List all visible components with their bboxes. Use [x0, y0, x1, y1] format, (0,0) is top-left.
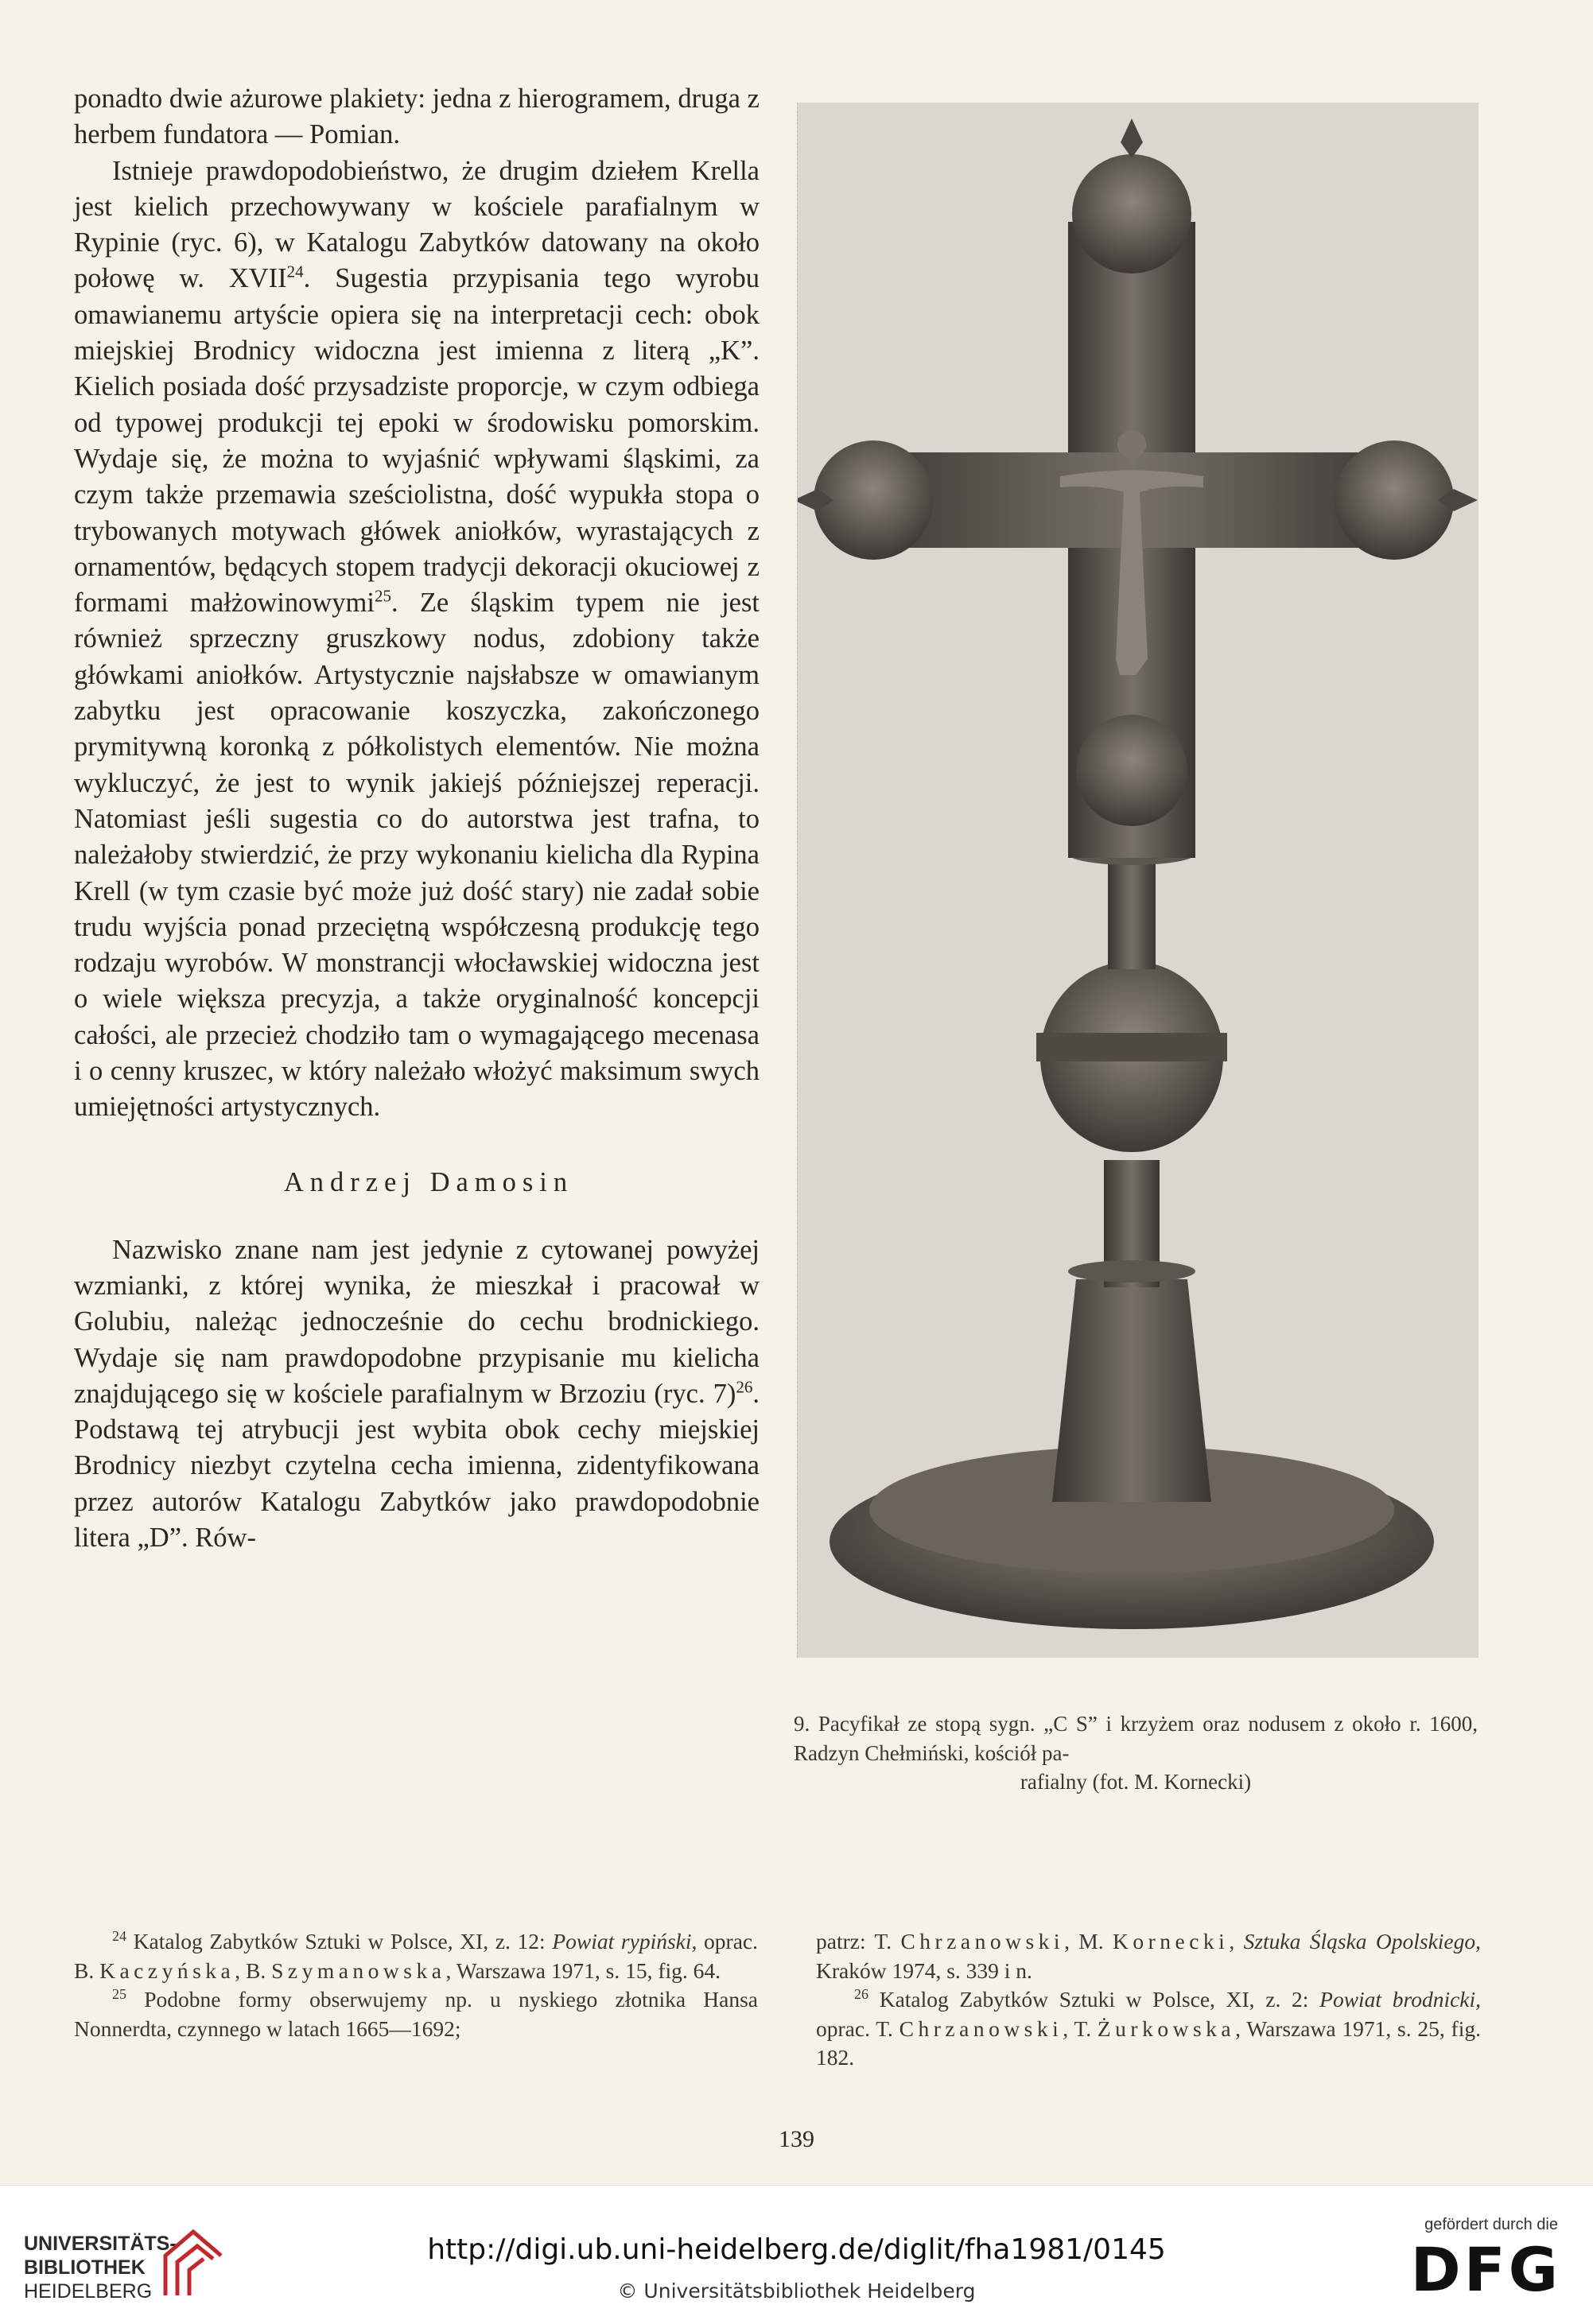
text-run: Sztuka Śląska Opolskiego,	[1243, 1929, 1481, 1953]
footnotes-left	[74, 1927, 758, 2043]
text-run: . Sugestia przypisania tego wyrobu omawianemu artyście opiera się na interpretacji cech: obok miejskiej Brodnicy widoczna jest imienna z literą „K”. Kielich posiada dość przysadziste proporcje, w czym odbiega od typowej produkcji tej epoki w środowisku pomorskim. Wydaje się, że można to wyjaśnić wpływami śląskimi, za czym także przemawia sześciolistna, dość wypukła stopa o trybowanych motywach główek aniołków, wyrastających z ornamentów, będących stopem tradycji dekoracji okuciowej z formami małżowinowymi	[74, 263, 760, 619]
crucifix-photograph	[797, 103, 1478, 1658]
text-run: Powiat brodnicki,	[1319, 1987, 1482, 2012]
author-name: Szymanowska	[271, 1957, 446, 1983]
paragraph-intro: ponadto dwie ażurowe plakiety: jedna z hierogramem, druga z herbem fundatora — Pomian.	[74, 83, 760, 150]
paragraph-krell	[74, 153, 760, 1126]
caption-text: 9. Pacyfikał ze stopą sygn. „C S” i krzyżem oraz nodusem z około r. 1600, Radzyn Chełmiński, kościół pa-	[794, 1712, 1478, 1765]
footnote-26	[816, 1985, 1481, 2073]
section-heading-author: Andrzej Damosin	[283, 1166, 574, 1197]
text-run: Podobne formy obserwujemy np. u nyskiego złotnika Hansa Nonnerdta, czynnego w latach 1665—1692;	[74, 1987, 759, 2041]
dfg-logo[interactable]: DFG	[1410, 2234, 1561, 2305]
page-number: 139	[779, 2126, 814, 2152]
text-run: , B.	[235, 1957, 272, 1983]
author-name: Kaczyńska	[99, 1957, 235, 1983]
footnotes-right	[816, 1927, 1481, 2073]
logo-line: HEIDELBERG	[24, 2280, 153, 2303]
sponsor-note: gefördert durch die	[1424, 2216, 1558, 2233]
permalink-url[interactable]: http://digi.ub.uni-heidelberg.de/diglit/fha1981/0145	[427, 2233, 1166, 2266]
text-run: ,	[1229, 1929, 1244, 1953]
paragraph-damosin	[74, 1232, 760, 1557]
text-run: Kraków 1974, s. 339 i n.	[816, 1957, 1032, 1983]
text-run: Katalog Zabytków Sztuki w Polsce, XI, z. 2:	[879, 1987, 1320, 2012]
main-text-column	[74, 81, 760, 1556]
text-run: , Warszawa 1971, s. 15, fig. 64.	[445, 1957, 721, 1983]
text-run: Istnieje prawdopodobieństwo, że drugim dziełem Krella jest kielich przechowywany w kościele parafialnym w Rypinie (ryc. 6), w Katalogu Zabytków datowany na około połowę w. XVII	[74, 155, 760, 294]
footnote-ref-25[interactable]: 25	[374, 586, 391, 606]
author-name: Chrzanowski	[899, 2016, 1063, 2041]
footnote-ref-24[interactable]: 24	[286, 262, 304, 281]
footnote-number: 25	[112, 1985, 126, 2002]
text-run: . Podstawą tej atrybucji jest wybita obok cechy miejskiej Brodnicy niezbyt czytelna cecha imienna, zidentyfikowana przez autorów Katalogu Zabytków jako prawdopodobnie litera „D”. Rów-	[74, 1378, 760, 1553]
caption-text-last: rafialny (fot. M. Kornecki)	[1020, 1770, 1252, 1794]
author-name: Kornecki	[1113, 1929, 1230, 1953]
footer-bar	[0, 2185, 1593, 2324]
figure-caption	[794, 1709, 1478, 1797]
author-name: Żurkowska	[1097, 2016, 1236, 2041]
footnote-25-continued	[816, 1927, 1481, 1985]
text-run: , Warszawa 1971, s. 25, fig. 182.	[816, 2016, 1481, 2070]
text-run: . Ze śląskim typem nie jest również sprzeczny gruszkowy nodus, zdobiony także główkami aniołków. Artystycznie najsłabsze w omawianym zabytku jest opracowanie koszyczka, zakończonego prymitywną koronką z półkolistych elementów. Nie można wykluczyć, że jest to wynik jakiejś późniejszej reperacji. Natomiast jeśli sugestia co do autorstwa jest trafna, to należałoby stwierdzić, że przy wykonaniu kielicha dla Rypina Krell (w tym czasie być może już dość stary) nie zadał sobie trudu wyjścia ponad przeciętną współczesną produkcję tego rodzaju wyrobów. W monstrancji włocławskiej widoczna jest o wiele większa precyzja, a także oryginalność koncepcji całości, ale przecież chodziło tam o wymagającego mecenasa i o cenny kruszec, w który należało włożyć maksimum swych umiejętności artystycznych.	[74, 588, 760, 1123]
logo-line: BIBLIOTHEK	[24, 2256, 146, 2279]
text-run: Nazwisko znane nam jest jedynie z cytowanej powyżej wzmianki, z której wynika, że mieszkał i pracował w Golubiu, należąc jednocześnie do cechu brodnickiego. Wydaje się nam prawdopodobne przypisanie mu kielicha znajdującego się w kościele parafialnym w Brzoziu (ryc. 7)	[74, 1234, 760, 1409]
text-run: , T.	[1063, 2016, 1098, 2041]
footnote-ref-26[interactable]: 26	[736, 1377, 753, 1397]
text-run: , M.	[1064, 1929, 1113, 1953]
text-run: patrz: T.	[816, 1929, 901, 1953]
text-run: Powiat rypiński,	[552, 1929, 697, 1953]
text-run: oprac. B.	[74, 1929, 758, 1983]
logo-line: UNIVERSITÄTS-	[24, 2233, 177, 2255]
footnote-number: 26	[854, 1985, 868, 2002]
footnote-24	[74, 1927, 758, 1985]
text-run: Katalog Zabytków Sztuki w Polsce, XI, z. 12:	[133, 1929, 553, 1953]
footnote-number: 24	[112, 1927, 126, 1944]
crucifix-illustration	[798, 103, 1478, 1658]
footnote-25	[74, 1985, 758, 2043]
copyright-notice: © Universitätsbibliothek Heidelberg	[617, 2279, 976, 2303]
author-name: Chrzanowski	[900, 1929, 1065, 1953]
text-run: oprac. T.	[816, 2016, 899, 2041]
